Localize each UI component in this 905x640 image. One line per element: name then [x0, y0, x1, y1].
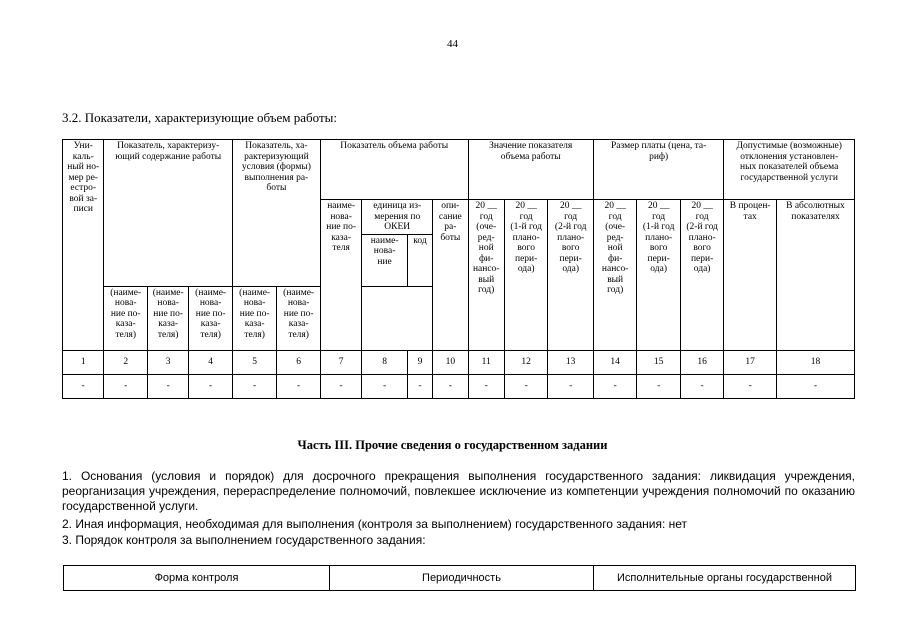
- table-cell: -: [724, 374, 777, 398]
- header-conditions-indicator-text: Показатель, ха- рактеризующий условия (формы) выполнения ра- боты: [241, 141, 311, 193]
- periodicity-header: Периодичность: [330, 566, 594, 591]
- column-number: 18: [776, 350, 854, 374]
- header-unique-number: [63, 140, 104, 351]
- header-unit-name-text: наиме- нова- ние: [370, 235, 399, 267]
- header-content-indicator-1: [104, 286, 147, 350]
- part-title: Часть III. Прочие сведения о государственном задании: [297, 438, 608, 452]
- table-cell: -: [63, 374, 104, 398]
- paragraph-other-info: 2. Иная информация, необходимая для выполнения (контроля за выполнением) государственного задания: нет: [62, 517, 688, 531]
- header-fee-year-current-text: 20 __ год (оче- ред- ной фи- нансо- вый год): [601, 201, 629, 295]
- paragraph-control-procedure: 3. Порядок контроля за выполнением государственного задания:: [62, 533, 426, 547]
- column-number: 7: [320, 350, 361, 374]
- header-conditions-indicator-2: [277, 286, 321, 350]
- header-content-indicator: [104, 140, 232, 287]
- table-cell: -: [320, 374, 361, 398]
- header-fee: [593, 140, 723, 200]
- column-number-row: [63, 350, 855, 374]
- table-cell: -: [232, 374, 277, 398]
- header-volume-year-plan1-text: 20 __ год (1-й год плано- вого пери- ода): [510, 201, 542, 274]
- header-unit-name: [362, 234, 408, 286]
- header-content-indicator-3-text: (наиме- нова- ние по- каза- теля): [195, 287, 227, 340]
- table-cell: -: [147, 374, 188, 398]
- header-work-description-text: опи- сание ра- боты: [438, 201, 462, 243]
- header-conditions-indicator-1-text: (наиме- нова- ние по- каза- теля): [239, 287, 271, 340]
- control-table: [63, 565, 856, 591]
- column-number: 15: [637, 350, 680, 374]
- header-volume-indicator-text: Показатель объема работы: [340, 141, 449, 151]
- header-conditions-indicator-1: [232, 286, 277, 350]
- column-number: 17: [724, 350, 777, 374]
- header-volume-year-plan2: [548, 200, 594, 351]
- header-deviation-absolute-text: В абсолютных показателях: [786, 201, 845, 222]
- column-number: 4: [189, 350, 233, 374]
- control-form-header: Форма контроля: [64, 566, 330, 591]
- page-number: 44: [447, 38, 458, 50]
- table-cell: -: [776, 374, 854, 398]
- table-cell: -: [104, 374, 147, 398]
- header-content-indicator-2: [147, 286, 188, 350]
- header-indicator-name: [320, 200, 361, 351]
- header-content-indicator-text: Показатель, характеризу- ющий содержание работы: [115, 141, 222, 162]
- header-conditions-indicator: [232, 140, 320, 287]
- column-number: 10: [433, 350, 468, 374]
- table-cell: -: [277, 374, 321, 398]
- column-number: 3: [147, 350, 188, 374]
- header-unit-code-text: код: [413, 235, 427, 246]
- header-fee-year-plan1-text: 20 __ год (1-й год плано- вого пери- ода): [642, 201, 675, 274]
- table-cell: -: [637, 374, 680, 398]
- column-number: 1: [63, 350, 104, 374]
- header-fee-year-current: [593, 200, 636, 351]
- header-content-indicator-3: [189, 286, 233, 350]
- column-number: 13: [548, 350, 594, 374]
- column-number: 8: [362, 350, 408, 374]
- header-volume-year-current-text: 20 __ год (оче- ред- ной фи- нансо- вый год): [472, 201, 500, 295]
- column-number: 11: [468, 350, 504, 374]
- header-deviation-absolute: [776, 200, 854, 351]
- header-work-description: [433, 200, 468, 351]
- table-cell: -: [189, 374, 233, 398]
- table-row: [63, 374, 855, 398]
- column-number: 9: [407, 350, 432, 374]
- header-indicator-name-text: наиме- нова- ние по- каза- теля: [326, 201, 356, 253]
- header-conditions-indicator-2-text: (наиме- нова- ние по- каза- теля): [283, 287, 315, 340]
- table-cell: -: [433, 374, 468, 398]
- header-volume-value: [468, 140, 593, 200]
- header-volume-year-plan1: [504, 200, 547, 351]
- table-cell: -: [548, 374, 594, 398]
- table-cell: -: [593, 374, 636, 398]
- table-cell: -: [362, 374, 408, 398]
- header-deviation-text: Допустимые (возможные) отклонения установлен- ных показателей объема государственной услуги: [736, 141, 842, 183]
- column-number: 6: [277, 350, 321, 374]
- column-number: 16: [680, 350, 723, 374]
- header-deviation: [724, 140, 855, 200]
- header-fee-text: Размер платы (цена, та- риф): [610, 141, 707, 162]
- header-unit: [362, 200, 433, 235]
- table-cell: -: [468, 374, 504, 398]
- header-fee-year-plan2: [680, 200, 723, 351]
- header-content-indicator-2-text: (наиме- нова- ние по- каза- теля): [152, 287, 184, 340]
- section-title: 3.2. Показатели, характеризующие объем работы:: [62, 110, 337, 125]
- paragraph-termination-grounds: 1. Основания (условия и порядок) для досрочного прекращения выполнения государственного задания: ликвидация учреждения, реорганизация учреждения, перераспределение полномочий, повлекшее исключение из компетенции учреждения полномочий по оказанию государственной услуги.: [62, 469, 855, 513]
- table-cell: -: [407, 374, 432, 398]
- header-volume-year-current: [468, 200, 504, 351]
- column-number: 5: [232, 350, 277, 374]
- table-cell: -: [680, 374, 723, 398]
- column-number: 2: [104, 350, 147, 374]
- header-deviation-percent: [724, 200, 777, 351]
- header-fee-year-plan1: [637, 200, 680, 351]
- column-number: 12: [504, 350, 547, 374]
- executive-bodies-header: Исполнительные органы государственной: [594, 566, 856, 591]
- header-volume-value-text: Значение показателя объема работы: [489, 141, 573, 162]
- header-unique-number-text: Уни- каль- ный но- мер ре- естро- вой за- писи: [67, 141, 100, 214]
- table-cell: -: [504, 374, 547, 398]
- volume-indicators-table: [62, 139, 855, 399]
- column-number: 14: [593, 350, 636, 374]
- control-table-header-row: [64, 566, 856, 591]
- header-volume-indicator: [320, 140, 468, 200]
- header-unit-text: единица из- мерения по ОКЕИ: [373, 201, 422, 232]
- header-unit-code: [407, 234, 432, 286]
- header-volume-year-plan2-text: 20 __ год (2-й год плано- вого пери- ода): [554, 201, 587, 274]
- header-fee-year-plan2-text: 20 __ год (2-й год плано- вого пери- ода): [686, 201, 718, 274]
- header-deviation-percent-text: В процен- тах: [729, 201, 771, 222]
- header-content-indicator-1-text: (наиме- нова- ние по- каза- теля): [110, 287, 142, 340]
